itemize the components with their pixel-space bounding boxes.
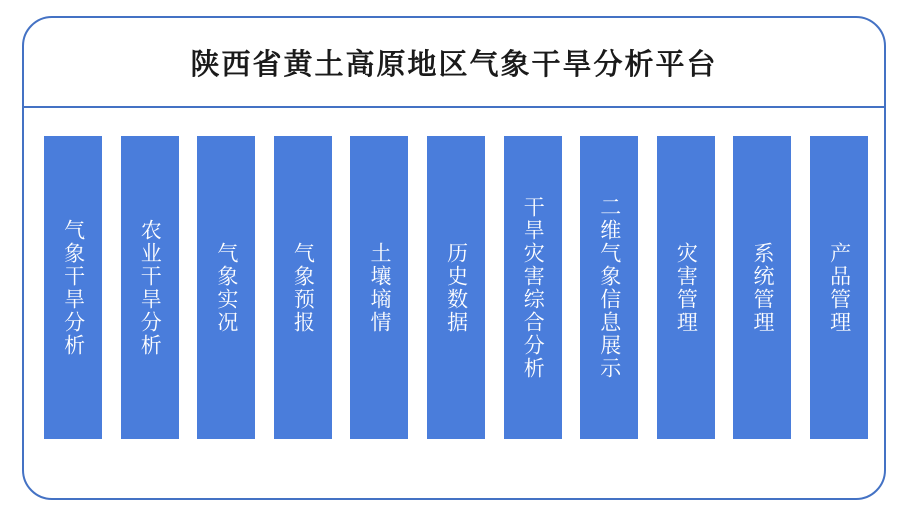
page-title: 陕西省黄土高原地区气象干旱分析平台 [190, 48, 718, 81]
module-card-product-management[interactable] [810, 136, 868, 439]
module-label: 灾害管理 [674, 241, 698, 334]
module-label: 气象实况 [214, 241, 238, 334]
module-label: 历史数据 [444, 241, 468, 334]
module-card-weather-forecast[interactable] [274, 136, 332, 439]
module-label: 气象预报 [291, 241, 315, 334]
module-label: 土壤墒情 [368, 241, 392, 334]
module-label: 产品管理 [827, 241, 851, 334]
title-bar [24, 18, 884, 108]
module-label: 系统管理 [750, 241, 774, 334]
module-card-soil-moisture[interactable] [350, 136, 408, 439]
module-card-meteorological-drought-analysis[interactable] [44, 136, 102, 439]
module-card-2d-meteorological-info-display[interactable] [580, 136, 638, 439]
module-card-historical-data[interactable] [427, 136, 485, 439]
module-card-agricultural-drought-analysis[interactable] [121, 136, 179, 439]
module-list [44, 136, 868, 446]
module-card-system-management[interactable] [733, 136, 791, 439]
module-label: 二维气象信息展示 [597, 195, 621, 380]
module-card-disaster-management[interactable] [657, 136, 715, 439]
module-label: 干旱灾害综合分析 [521, 195, 545, 380]
module-label: 农业干旱分析 [138, 218, 162, 357]
platform-frame [22, 16, 886, 500]
module-card-drought-disaster-comprehensive-analysis[interactable] [504, 136, 562, 439]
module-label: 气象干旱分析 [61, 218, 85, 357]
module-card-weather-observation[interactable] [197, 136, 255, 439]
